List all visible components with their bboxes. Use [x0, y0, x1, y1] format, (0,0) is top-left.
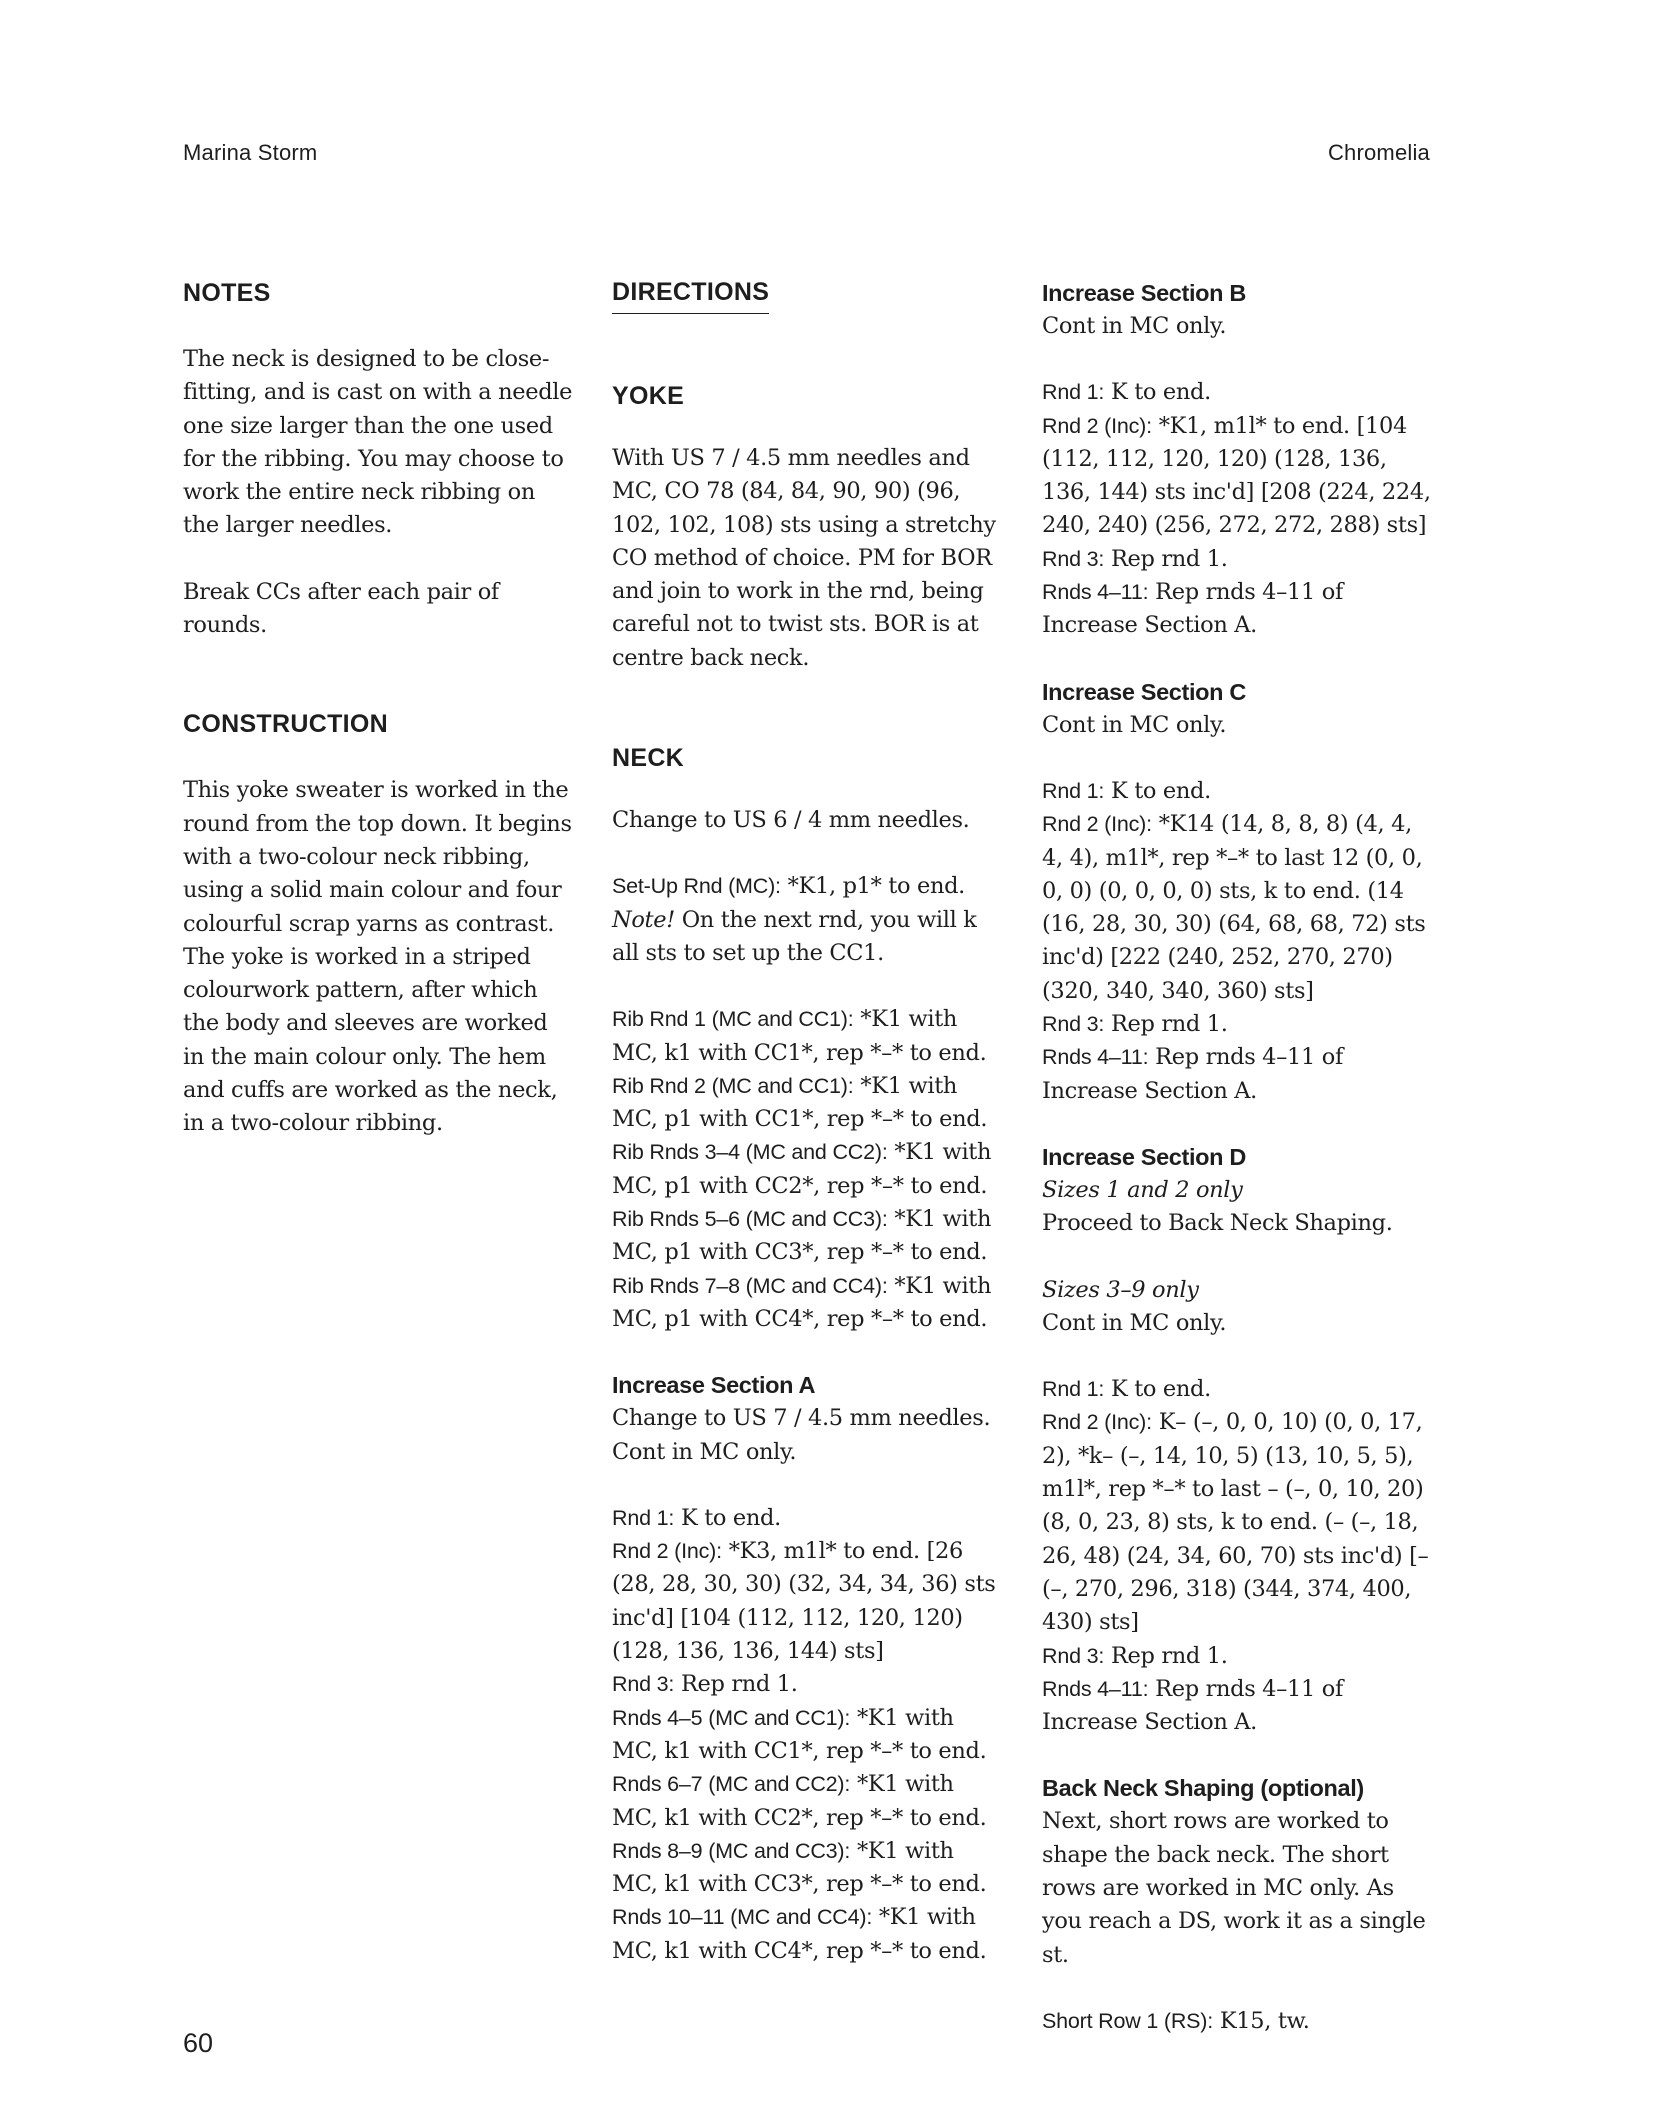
round-instruction [1042, 543, 1434, 576]
round-text: K to end. [674, 1504, 781, 1531]
short-row-1 [1042, 2005, 1434, 2038]
increase-section-d-heading: Increase Section D [1042, 1143, 1246, 1170]
round-label: Rnds 4–11: [1042, 580, 1149, 605]
running-head-author: Marina Storm [183, 140, 318, 165]
construction-heading: CONSTRUCTION [183, 710, 388, 739]
rib-round [612, 1070, 1004, 1137]
round-label: Rnd 2 (Inc): [1042, 812, 1152, 837]
round-text: *K1 with MC, k1 with CC2*, rep *–* to end. [612, 1771, 987, 1831]
round-text: K to end. [1104, 379, 1211, 406]
increase-section-a-intro: Change to US 7 / 4.5 mm needles. Cont in MC only. [612, 1405, 991, 1465]
increase-section-c-rounds [1042, 775, 1434, 1108]
round-text: Rep rnd 1. [1104, 1642, 1228, 1669]
rib-round-text: *K1 with MC, p1 with CC2*, rep *–* to end. [612, 1139, 992, 1199]
round-text: *K1 with MC, k1 with CC3*, rep *–* to end. [612, 1837, 987, 1898]
round-label: Rnd 2 (Inc): [1042, 1410, 1152, 1435]
round-text: *K3, m1l* to end. [26 (28, 28, 30, 30) (32, 34, 34, 36) sts inc'd] [104 (112, 112, 120, 120) (128, 136, 136, 144) sts] [612, 1538, 996, 1665]
rib-round-label: Rib Rnds 3–4 (MC and CC2): [612, 1140, 888, 1165]
round-text: Rep rnds 4–11 of Increase Section A. [1042, 579, 1343, 639]
round-instruction [1042, 376, 1434, 409]
notes-paragraph-2: Break CCs after each pair of rounds. [183, 578, 499, 639]
rib-rounds [612, 1003, 1004, 1336]
round-text: K– (–, 0, 0, 10) (0, 0, 17, 2), *k– (–, 14, 10, 5) (13, 10, 5, 5), m1l*, rep *–* to last – (–, 0, 10, 20) (8, 0, 23, 8) sts, k to end. (– (–, 18, 26, 48) (24, 34, 60, 70) sts inc'd) [– (–, 270, 296, 318) (344, 374, 400, 430) sts] [1042, 1409, 1429, 1636]
round-text: K to end. [1104, 777, 1211, 804]
round-instruction [1042, 1008, 1434, 1041]
round-instruction [1042, 1406, 1434, 1639]
round-label: Rnd 2 (Inc): [1042, 413, 1152, 438]
round-instruction [612, 1502, 1004, 1535]
rib-round [612, 1003, 1004, 1070]
increase-section-c-heading: Increase Section C [1042, 678, 1246, 705]
round-label: Rnds 8–9 (MC and CC3): [612, 1838, 851, 1863]
round-text: *K1 with MC, k1 with CC4*, rep *–* to end. [612, 1904, 987, 1964]
rib-round-text: *K1 with MC, p1 with CC3*, rep *–* to end. [612, 1206, 992, 1266]
note-text: On the next rnd, you will k all sts to set up the CC1. [612, 906, 977, 966]
column-increase-sections [1042, 277, 1434, 2038]
round-label: Rnd 3: [1042, 1012, 1105, 1037]
round-label: Rnd 1: [1042, 778, 1105, 803]
round-text: *K1 with MC, k1 with CC1*, rep *–* to end. [612, 1704, 987, 1764]
sizes-3-9-note: Sizes 3–9 only [1042, 1276, 1199, 1303]
round-label: Rnd 3: [1042, 1643, 1105, 1668]
neck-paragraph: Change to US 6 / 4 mm needles. [612, 807, 970, 834]
round-label: Rnds 4–11: [1042, 1045, 1149, 1070]
round-text: *K14 (14, 8, 8, 8) (4, 4, 4, 4), m1l*, rep *–* to last 12 (0, 0, 0, 0) (0, 0, 0, 0) sts, k to end. (14 (16, 28, 30, 30) (64, 68, 68, 72) sts inc'd) [222 (240, 252, 270, 270) (320, 340, 340, 360) sts] [1042, 811, 1426, 1004]
increase-section-b-rounds [1042, 376, 1434, 642]
rib-round-label: Rib Rnds 7–8 (MC and CC4): [612, 1273, 888, 1298]
rib-round [612, 1203, 1004, 1270]
yoke-heading: YOKE [612, 382, 685, 410]
round-label: Rnds 6–7 (MC and CC2): [612, 1772, 851, 1797]
round-instruction [1042, 1673, 1434, 1740]
rib-round-label: Rib Rnds 5–6 (MC and CC3): [612, 1207, 888, 1232]
column-directions [612, 277, 1004, 1968]
round-label: Rnd 3: [1042, 546, 1105, 571]
construction-paragraph: This yoke sweater is worked in the round from the top down. It begins with a two-colour neck ribbing, using a solid main colour and four colourful scrap yarns as contrast. The yoke is worked in a striped colourwork pattern, after which the body and sleeves are worked in the main colour only. The hem and cuffs are worked as the neck, in a two-colour ribbing. [183, 777, 572, 1137]
setup-round [612, 870, 1004, 903]
rib-round-label: Rib Rnd 2 (MC and CC1): [612, 1073, 854, 1098]
round-instruction [1042, 1373, 1434, 1406]
directions-heading: DIRECTIONS [612, 277, 769, 314]
round-text: Rep rnds 4–11 of Increase Section A. [1042, 1044, 1343, 1104]
round-instruction [1042, 775, 1434, 808]
increase-section-a-heading: Increase Section A [612, 1372, 816, 1399]
neck-heading: NECK [612, 744, 685, 773]
rib-round-label: Rib Rnd 1 (MC and CC1): [612, 1007, 854, 1032]
round-label: Rnd 1: [612, 1505, 675, 1530]
round-label: Rnd 1: [1042, 1377, 1105, 1402]
round-text: Rep rnd 1. [674, 1671, 798, 1698]
increase-section-a-rounds [612, 1502, 1004, 1968]
round-instruction [1042, 1640, 1434, 1673]
setup-round-label: Set-Up Rnd (MC): [612, 874, 781, 899]
round-label: Rnd 1: [1042, 380, 1105, 405]
round-text: K to end. [1104, 1376, 1211, 1403]
rib-round-text: *K1 with MC, p1 with CC4*, rep *–* to end. [612, 1272, 992, 1332]
back-neck-shaping-heading: Back Neck Shaping (optional) [1042, 1775, 1364, 1802]
back-neck-shaping-paragraph: Next, short rows are worked to shape the back neck. The short rows are worked in MC only. As you reach a DS, work it as a single st. [1042, 1808, 1426, 1968]
note [612, 904, 1004, 971]
round-label: Rnd 2 (Inc): [612, 1539, 722, 1564]
round-label: Rnds 4–11: [1042, 1676, 1149, 1701]
round-text: Rep rnd 1. [1104, 1011, 1228, 1038]
round-label: Rnds 10–11 (MC and CC4): [612, 1905, 873, 1930]
round-text: *K1, m1l* to end. [104 (112, 112, 120, 120) (128, 136, 136, 144) sts inc'd] [208 (224, 224, 240, 240) (256, 272, 272, 288) sts] [1042, 412, 1431, 539]
increase-section-b-intro: Cont in MC only. [1042, 313, 1227, 339]
notes-paragraph-1: The neck is designed to be close-fitting, and is cast on with a needle one size larger than the one used for the ribbing. You may choose to work the entire neck ribbing on the larger needles. [183, 346, 573, 539]
round-instruction [1042, 1041, 1434, 1108]
round-instruction [612, 1535, 1004, 1668]
note-label: Note! [612, 906, 675, 933]
round-text: Rep rnds 4–11 of Increase Section A. [1042, 1675, 1343, 1736]
round-text: Rep rnd 1. [1104, 545, 1228, 572]
notes-heading: NOTES [183, 279, 271, 307]
round-instruction [612, 1901, 1004, 1968]
increase-section-d-rounds [1042, 1373, 1434, 1739]
round-instruction [612, 1702, 1004, 1769]
running-head-title: Chromelia [1327, 140, 1430, 165]
sizes-1-2-note: Sizes 1 and 2 only [1042, 1176, 1243, 1203]
proceed-text: Proceed to Back Neck Shaping. [1042, 1210, 1393, 1237]
rib-round [612, 1136, 1004, 1203]
round-instruction [612, 1835, 1004, 1902]
page-number: 60 [183, 2028, 214, 2058]
increase-section-d-intro: Cont in MC only. [1042, 1309, 1227, 1336]
round-instruction [1042, 808, 1434, 1008]
short-row-label: Short Row 1 (RS): [1042, 2008, 1214, 2033]
round-instruction [1042, 410, 1434, 543]
rib-round [612, 1270, 1004, 1337]
round-label: Rnd 3: [612, 1672, 675, 1697]
setup-round-text: *K1, p1* to end. [780, 873, 965, 900]
yoke-paragraph: With US 7 / 4.5 mm needles and MC, CO 78 (84, 84, 90, 90) (96, 102, 102, 108) sts using a stretchy CO method of choice. PM for BOR and join to work in the rnd, being careful not to twist sts. BOR is at centre back neck. [612, 445, 996, 671]
increase-section-b-heading: Increase Section B [1042, 280, 1246, 306]
round-instruction [1042, 576, 1434, 643]
increase-section-c-intro: Cont in MC only. [1042, 711, 1227, 738]
column-notes [183, 277, 575, 1141]
rib-round-text: *K1 with MC, p1 with CC1*, rep *–* to end. [612, 1072, 988, 1133]
round-instruction [612, 1668, 1004, 1701]
round-instruction [612, 1768, 1004, 1835]
short-row-text: K15, tw. [1213, 2007, 1310, 2034]
rib-round-text: *K1 with MC, k1 with CC1*, rep *–* to end. [612, 1006, 987, 1066]
round-label: Rnds 4–5 (MC and CC1): [612, 1705, 851, 1730]
